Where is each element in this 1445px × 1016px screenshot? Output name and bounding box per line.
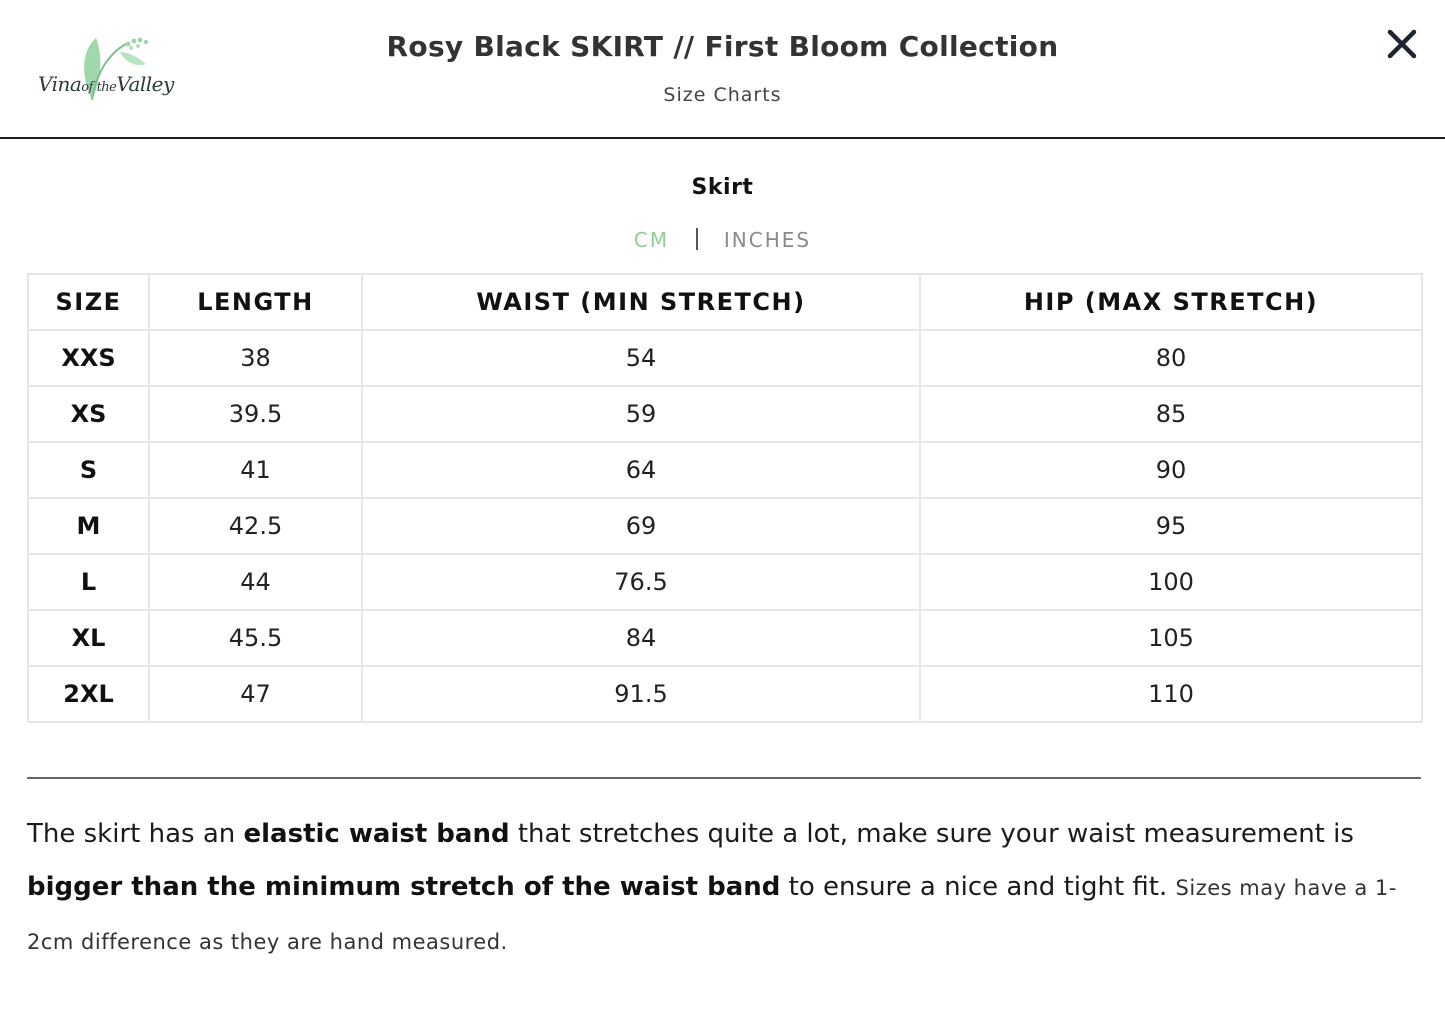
hip-cell: 100 xyxy=(920,554,1422,610)
length-cell: 41 xyxy=(149,442,362,498)
length-cell: 45.5 xyxy=(149,610,362,666)
note-text: to ensure a nice and tight fit. xyxy=(780,872,1176,902)
waist-cell: 76.5 xyxy=(362,554,920,610)
table-row xyxy=(28,666,1422,722)
table-row xyxy=(28,554,1422,610)
length-cell: 39.5 xyxy=(149,386,362,442)
length-cell: 47 xyxy=(149,666,362,722)
length-cell: 38 xyxy=(149,330,362,386)
length-cell: 42.5 xyxy=(149,498,362,554)
length-cell: 44 xyxy=(149,554,362,610)
logo-wordmark: Vinaof theValley xyxy=(38,72,174,96)
table-row xyxy=(28,442,1422,498)
note-text: that stretches quite a lot, make sure your waist measurement is xyxy=(509,819,1354,849)
size-cell: L xyxy=(28,554,149,610)
waist-cell: 54 xyxy=(362,330,920,386)
waist-cell: 84 xyxy=(362,610,920,666)
size-cell: XL xyxy=(28,610,149,666)
note-emphasis: elastic waist band xyxy=(243,819,510,849)
column-header-waist: WAIST (MIN STRETCH) xyxy=(362,274,920,330)
size-chart-table xyxy=(27,273,1423,723)
column-header-length: LENGTH xyxy=(149,274,362,330)
hip-cell: 80 xyxy=(920,330,1422,386)
table-row xyxy=(28,330,1422,386)
waist-cell: 69 xyxy=(362,498,920,554)
unit-separator xyxy=(696,228,698,250)
hip-cell: 90 xyxy=(920,442,1422,498)
column-header-size: SIZE xyxy=(28,274,149,330)
section-divider xyxy=(27,777,1421,779)
unit-toggle xyxy=(0,228,1445,252)
page-title: Rosy Black SKIRT // First Bloom Collection xyxy=(386,30,1059,63)
note-text: The skirt has an xyxy=(27,819,244,849)
unit-inches-tab[interactable]: INCHES xyxy=(723,228,812,252)
table-row xyxy=(28,498,1422,554)
table-row xyxy=(28,610,1422,666)
hip-cell: 95 xyxy=(920,498,1422,554)
column-header-hip: HIP (MAX STRETCH) xyxy=(920,274,1422,330)
waist-cell: 59 xyxy=(362,386,920,442)
chart-section-title: Skirt xyxy=(691,175,754,200)
size-cell: XXS xyxy=(28,330,149,386)
close-icon xyxy=(1382,24,1422,64)
size-cell: S xyxy=(28,442,149,498)
note-emphasis: bigger than the minimum stretch of the waist band xyxy=(27,872,781,902)
hip-cell: 85 xyxy=(920,386,1422,442)
hip-cell: 105 xyxy=(920,610,1422,666)
table-row xyxy=(28,386,1422,442)
page-subtitle: Size Charts xyxy=(663,84,782,106)
hip-cell: 110 xyxy=(920,666,1422,722)
fit-note xyxy=(27,808,1421,969)
modal-header xyxy=(0,0,1445,139)
close-button[interactable] xyxy=(1382,24,1422,64)
size-cell: M xyxy=(28,498,149,554)
table-header-row xyxy=(28,274,1422,330)
waist-cell: 64 xyxy=(362,442,920,498)
size-cell: XS xyxy=(28,386,149,442)
size-cell: 2XL xyxy=(28,666,149,722)
note-disclaimer: Sizes may have a 1-2cm difference as they are hand measured. xyxy=(27,876,1397,954)
unit-cm-tab[interactable]: CM xyxy=(633,228,670,252)
waist-cell: 91.5 xyxy=(362,666,920,722)
